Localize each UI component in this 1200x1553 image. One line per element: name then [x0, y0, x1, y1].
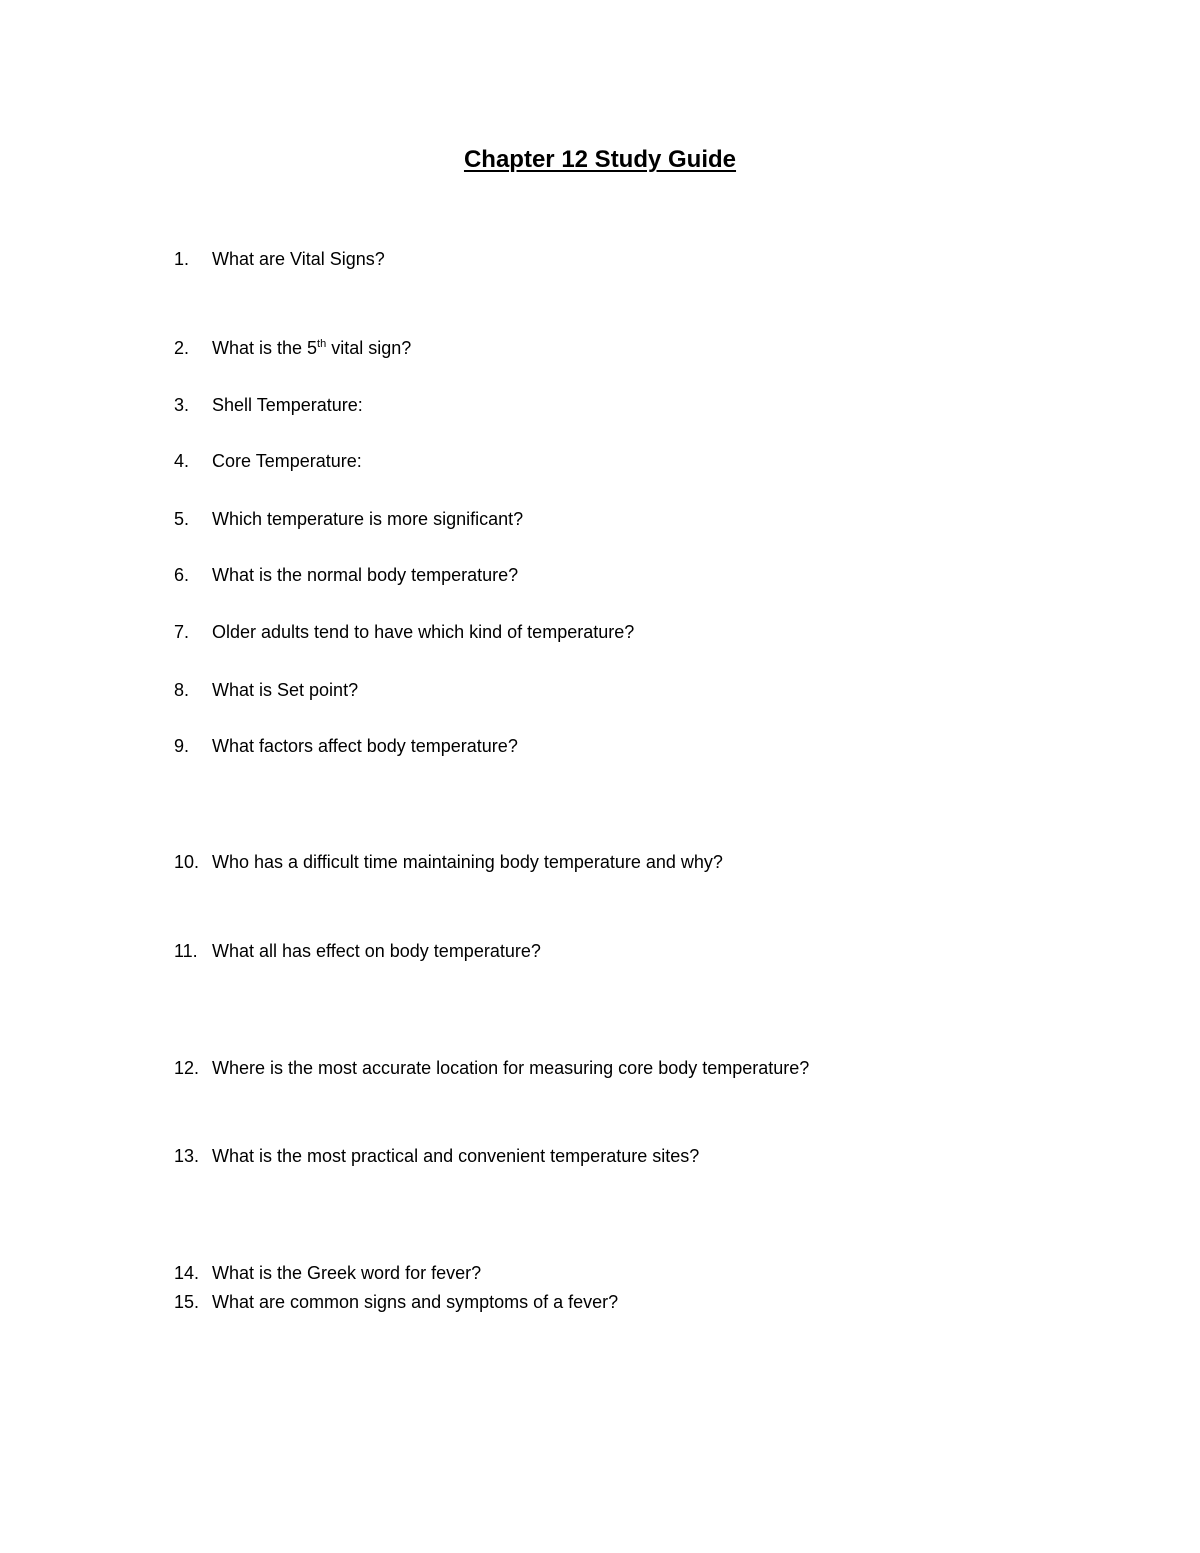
question-number: 5.: [174, 509, 190, 529]
question-item: [174, 335, 411, 361]
question-item: [174, 1143, 699, 1169]
question-item: [174, 1289, 618, 1315]
question-number: 2.: [174, 338, 190, 358]
question-number: 3.: [174, 395, 190, 415]
page-title: Chapter 12 Study Guide: [463, 146, 737, 173]
question-item: [174, 506, 523, 532]
question-item: [174, 392, 363, 418]
question-text: What is the most practical and convenient temperature sites?: [212, 1146, 700, 1166]
question-number: 12.: [174, 1058, 200, 1078]
question-number: 14.: [174, 1263, 200, 1283]
question-number: 9.: [174, 736, 190, 756]
question-text: Where is the most accurate location for measuring core body temperature?: [212, 1058, 810, 1078]
question-text: What all has effect on body temperature?: [212, 941, 541, 961]
question-text: Older adults tend to have which kind of temperature?: [212, 622, 635, 642]
question-text: What factors affect body temperature?: [212, 736, 518, 756]
question-number: 7.: [174, 622, 190, 642]
question-text: What is Set point?: [212, 680, 359, 700]
question-number: 15.: [174, 1292, 200, 1312]
question-text: What is the Greek word for fever?: [212, 1263, 482, 1283]
question-number: 10.: [174, 852, 200, 872]
question-text: Who has a difficult time maintaining body temperature and why?: [212, 852, 723, 872]
question-text: Shell Temperature:: [212, 395, 363, 415]
question-number: 1.: [174, 249, 190, 269]
question-number: 11.: [174, 941, 198, 961]
question-number: 13.: [174, 1146, 200, 1166]
question-item: [174, 1260, 481, 1286]
question-item: [174, 448, 362, 474]
question-text: Which temperature is more significant?: [212, 509, 524, 529]
question-item: [174, 246, 385, 272]
question-text: What is the normal body temperature?: [212, 565, 519, 585]
question-text: What are common signs and symptoms of a fever?: [212, 1292, 619, 1312]
question-text-part: What is the 5: [212, 338, 318, 358]
question-item: [174, 849, 723, 875]
question-number: 8.: [174, 680, 190, 700]
question-item: [174, 619, 634, 645]
question-text: What are Vital Signs?: [212, 249, 385, 269]
question-text: Core Temperature:: [212, 451, 362, 471]
question-item: [174, 562, 518, 588]
question-number: 6.: [174, 565, 190, 585]
question-superscript: th: [317, 338, 327, 350]
question-item: [174, 1055, 809, 1081]
question-number: 4.: [174, 451, 190, 471]
question-item: [174, 938, 541, 964]
question-item: [174, 677, 358, 703]
question-text-part: vital sign?: [326, 338, 412, 358]
question-item: [174, 733, 518, 759]
